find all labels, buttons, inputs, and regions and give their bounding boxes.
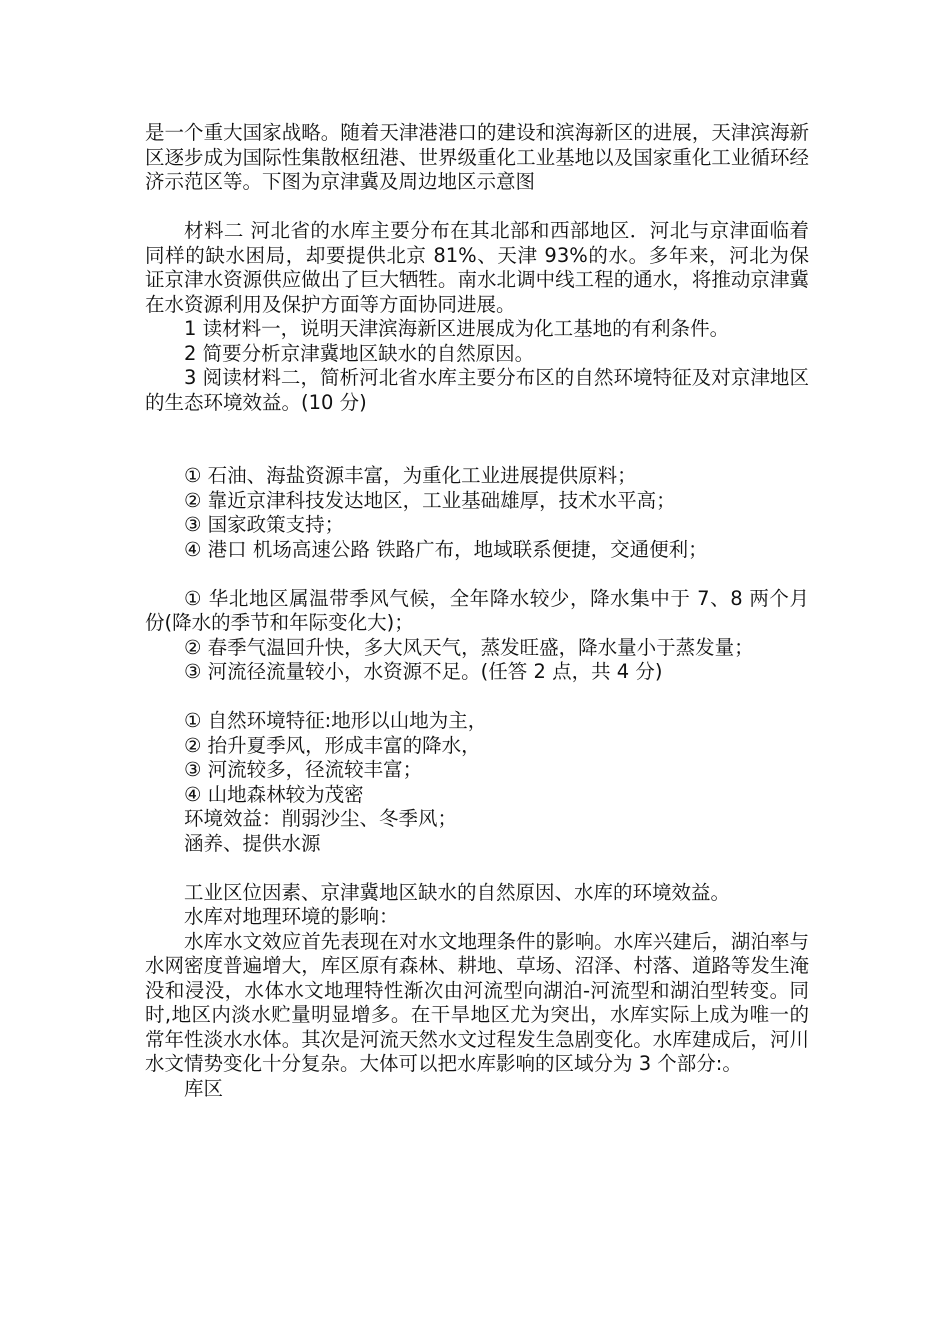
answer-1-point-4: ④ 港口 机场高速公路 铁路广布，地域联系便捷，交通便利； bbox=[184, 537, 708, 561]
spacer bbox=[145, 562, 809, 587]
spacer bbox=[145, 685, 809, 710]
spacer bbox=[145, 856, 809, 881]
question-2: 2 简要分析京津冀地区缺水的自然原因。 bbox=[184, 341, 535, 365]
question-1: 1 读材料一，说明天津滨海新区进展成为化工基地的有利条件。 bbox=[184, 317, 730, 340]
answer-1-point-3: ③ 国家政策支持； bbox=[184, 513, 345, 536]
material-one-tail: 是一个重大国家战略。随着天津港港口的建设和滨海新区的进展，天津滨海新区逐步成为国际性集散枢纽港、世界级重化工业基地以及国家重化工业循环经济示范区等。下图为京津冀及周边地区示意图 bbox=[145, 121, 809, 193]
answer-3-point-4: ④ 山地森林较为茂密 bbox=[184, 782, 364, 806]
summary-line: 工业区位因素、京津冀地区缺水的自然原因、水库的环境效益。 bbox=[184, 880, 731, 904]
answer-1-point-2: ② 靠近京津科技发达地区，工业基础雄厚，技术水平高； bbox=[184, 488, 676, 512]
document-page bbox=[145, 121, 809, 1101]
answer-3-benefit-2: 涵养、提供水源 bbox=[184, 831, 321, 855]
reservoir-area-label: 库区 bbox=[184, 1076, 224, 1100]
question-3: 3 阅读材料二，简析河北省水库主要分布区的自然环境特征及对京津地区的生态环境效益。(10 分) bbox=[145, 366, 809, 414]
material-two: 材料二 河北省的水库主要分布在其北部和西部地区．河北与京津面临着同样的缺水困局，却要提供北京 81%、天津 93%的水。多年来，河北为保证京津水资源供应做出了巨大牺牲。南水北调中线工程的通水，将推动京津冀在水资源利用及保护方面等方面协同进展。 bbox=[145, 219, 809, 316]
answer-2-point-3: ③ 河流径流量较小，水资源不足。(任答 2 点，共 4 分) bbox=[184, 660, 663, 683]
spacer bbox=[145, 195, 809, 220]
answer-3-point-2: ② 抬升夏季风，形成丰富的降水， bbox=[184, 733, 481, 757]
spacer bbox=[145, 415, 809, 464]
answer-3-benefit: 环境效益：削弱沙尘、冬季风； bbox=[184, 807, 458, 830]
answer-2-point-2: ② 春季气温回升快，多大风天气，蒸发旺盛，降水量小于蒸发量； bbox=[184, 635, 754, 659]
answer-3-point-1: ① 自然环境特征:地形以山地为主， bbox=[184, 709, 488, 732]
reservoir-heading: 水库对地理环境的影响： bbox=[184, 905, 399, 928]
answer-3-point-3: ③ 河流较多，径流较丰富； bbox=[184, 758, 423, 781]
reservoir-paragraph: 水库水文效应首先表现在对水文地理条件的影响。水库兴建后，湖泊率与水网密度普遍增大，库区原有森林、耕地、草场、沼泽、村落、道路等发生淹没和浸没，水体水文地理特性渐次由河流型向湖泊-河流型和湖泊型转变。同时,地区内淡水贮量明显增多。在干旱地区尤为突出，水库实际上成为唯一的常年性淡水水体。其次是河流天然水文过程发生急剧变化。水库建成后，河川水文情势变化十分复杂。大体可以把水库影响的区域分为 3 个部分:。 bbox=[145, 929, 809, 1075]
answer-1-point-1: ① 石油、海盐资源丰富，为重化工业进展提供原料； bbox=[184, 464, 637, 487]
answer-2-point-1: ① 华北地区属温带季风气候，全年降水较少，降水集中于 7、8 两个月份(降水的季节和年际变化大)； bbox=[145, 586, 809, 634]
